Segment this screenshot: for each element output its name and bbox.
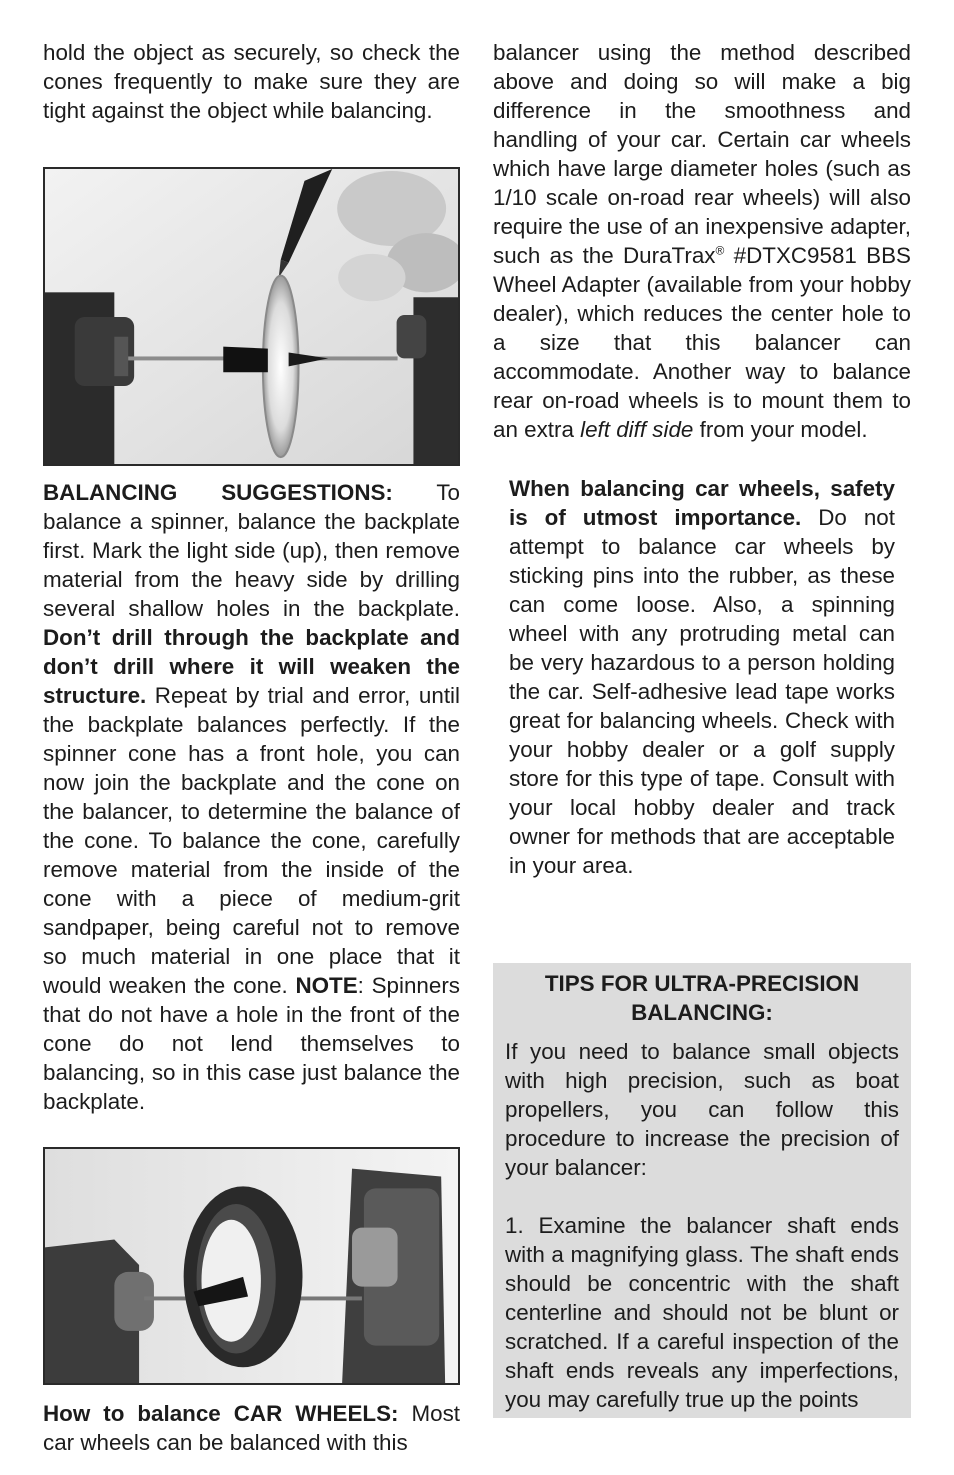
tips-heading: TIPS FOR ULTRA-PRECISION BALANCING:	[544, 971, 860, 1025]
tips-box	[493, 963, 911, 1418]
spinner-balancing-photo	[43, 167, 460, 466]
left-intro-paragraph: hold the object as securely, so check the cones frequently to make sure they are tight against the object while balancing.	[43, 40, 460, 123]
right-column	[493, 38, 911, 880]
car-wheels-heading: How to balance CAR WHEELS:	[43, 1401, 399, 1426]
car-wheels-paragraph: How to balance CAR WHEELS: Most car wheels can be balanced with this	[43, 1401, 460, 1455]
safety-warning-paragraph: When balancing car wheels, safety is of utmost importance. Do not attempt to balance car wheels by sticking pins into the rubber, as these can come loose. Also, a spinning wheel with any protruding metal can be very hazardous to a person holding the car. Self-adhesive lead tape works great for balancing wheels. Check with your hobby dealer or a golf supply store for this type of tape. Consult with your local hobby dealer and track owner for methods that are acceptable in your area.	[509, 476, 895, 878]
tips-intro: If you need to balance small objects with high precision, such as boat propellers, you can follow this procedure to increase the precision of your balancer:	[505, 1039, 899, 1180]
tips-step-1: 1. Examine the balancer shaft ends with a magnifying glass. The shaft ends should be concentric with the shaft centerline and should not be blunt or scratched. If a careful inspection of the shaft ends reveals any imperfections, you may carefully true up the points	[505, 1213, 899, 1412]
note-label: NOTE	[295, 973, 358, 998]
right-intro-paragraph: balancer using the method described above and doing so will make a big difference in the smoothness and handling of your car. Certain car wheels which have large diameter holes (such as 1/10 scale on-road rear wheels) will also require the use of an inexpensive adapter, such as the DuraTrax® #DTXC9581 BBS Wheel Adapter (available from your hobby dealer), which reduces the center hole to a size that this balancer can accommodate. Another way to balance rear on-road wheels is to mount them to an extra left diff side from your model.	[493, 40, 911, 442]
safety-warning-heading: When balancing car wheels, safety is of utmost importance.	[509, 476, 895, 530]
car-wheel-balancing-photo	[43, 1147, 460, 1385]
balancing-suggestions-paragraph: BALANCING SUGGESTIONS: To balance a spinner, balance the backplate first. Mark the light side (up), then remove material from the heavy side by drilling several shallow holes in the backplate. Don’t drill through the backplate and don’t drill where it will weaken the structure. Repeat by trial and error, until the backplate balances perfectly. If the spinner cone has a front hole, you can now join the backplate and the cone on the balancer, to determine the balance of the cone. To balance the cone, carefully remove material from the inside of the cone with a piece of medium-grit sandpaper, being careful not to remove so much material in one place that it would weaken the cone. NOTE: Spinners that do not have a hole in the front of the cone do not lend themselves to balancing, so in this case just balance the backplate.	[43, 480, 461, 1114]
registered-mark: ®	[715, 243, 725, 258]
balancing-suggestions-heading: BALANCING SUGGESTIONS:	[43, 480, 393, 505]
left-column	[43, 38, 460, 1457]
